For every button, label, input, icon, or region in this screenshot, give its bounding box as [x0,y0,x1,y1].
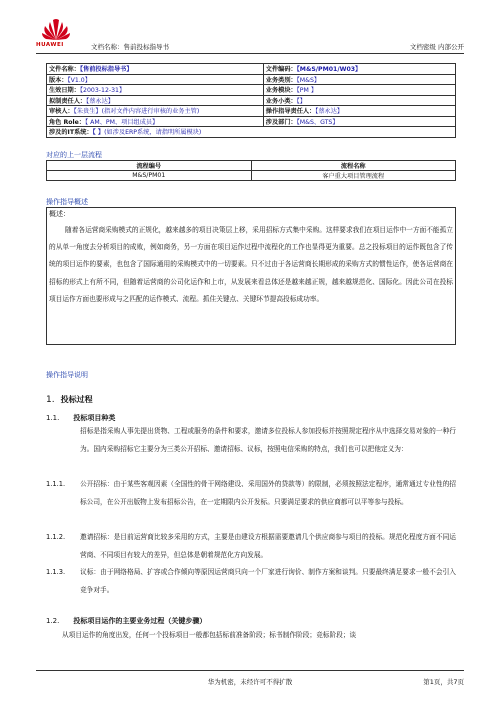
meta-value: 【M&S、GTS】 [296,118,339,126]
heading-number: 1. [46,395,55,405]
meta-label: 文件编码： [265,66,297,74]
paragraph-process: 从项目运作的角度出发，任何一个投标项目一般都包括标前准备阶段；标书制作阶段；竞标阶段；谈 [62,631,357,639]
document-name: 文档名称：售前投标指导书 [91,43,169,51]
meta-row [47,127,456,138]
table-cell: 客户重大项目管理流程 [251,171,456,181]
item-number: 1.1.3. [46,568,66,576]
meta-label: 拟制责任人： [49,97,87,105]
item-text: 公开招标：由于某些客观因素（全国性的骨干网络建设、采用国外的贷款等）的限制，必须按照法定程序，通常通过专业性的招标公司，在公开出版物上发布招标公告，在一定期限内公开发标。只要满足要求的供应商都可以平等参与投标。 [80,480,456,506]
heading-text: 投标项目运作的主要业务过程（关键步骤） [73,617,207,625]
meta-label: 业务模块： [265,87,297,95]
overview-section-title: 操作指导概述 [46,198,88,206]
meta-label: 操作指导责任人： [265,108,316,116]
meta-value: 【2003-12-31】 [79,87,126,95]
heading-number: 1.2. [46,617,60,625]
meta-row [47,116,456,127]
table-row [47,171,456,181]
meta-value: 【PM 】 [296,87,318,95]
column-header: 流程名称 [251,161,456,171]
item-number: 1.1.2. [46,533,66,541]
item-text: 邀请招标：是目前运营商比较多采用的方式，主要是由建设方根据需要邀请几个供应商参与项目的投标。规范化程度方面不同运营商、不同项目有较大的差异，但总体是朝着规范化方向发展。 [80,533,456,559]
item-number: 1.1.1. [46,480,66,488]
page-number: 第1页，共7页 [423,678,464,686]
meta-label: 涉及的IT系统： [49,129,93,137]
footer-confidential: 华为机密，未经许可不得扩散 [207,678,293,686]
overview-label: 概述： [49,210,70,218]
meta-value: 【售前投标指导书】 [79,66,133,74]
meta-label: 文件名称： [49,66,80,74]
meta-label: 业务小类： [265,97,297,105]
table-header-row [47,161,456,171]
meta-value: 【 AM、PM、项目组成员】 [85,118,159,126]
meta-label: 业务类别： [265,76,297,84]
heading-text: 投标项目种类 [73,414,116,422]
overview-box [46,207,456,345]
page-footer [36,670,464,690]
page-header [36,16,464,54]
document-security: 文档密级 内部公开 [409,43,464,51]
meta-value: 【M&S/PM01/W03】 [296,66,362,74]
meta-row [47,95,456,106]
meta-label: 角色 Role： [49,118,86,126]
meta-row [47,64,456,75]
meta-note: (指对文件内容进行审核的业务主管) [101,108,200,116]
item-text: 议标：由于网络格局、扩容或合作倾向等原因运营商只向一个厂家进行询价、制作方案和谈判。只要最终满足要求一般不会引入竞争对手。 [80,568,456,594]
meta-value: 【M&S】 [296,76,321,84]
meta-value: 【 】 [92,129,105,137]
heading-1 [46,394,93,405]
meta-row [47,85,456,96]
guide-section-title: 操作指导说明 [46,371,88,379]
heading-1-2 [46,616,206,626]
column-header: 流程编号 [47,161,252,171]
meta-label: 审核人： [49,108,74,116]
logo-text: HUAWEI [36,42,64,48]
meta-label: 生效日期： [49,87,80,95]
document-meta-table [46,63,456,138]
meta-value: 【】 [296,97,306,105]
heading-1-1 [46,413,115,423]
meta-value: 【蔡永达】 [86,97,114,105]
overview-text: 随着各运营商采购模式的正规化，越来越多的项目决策层上移，采用招标方式集中采购。这样要求我们在项目运作中一方面不能孤立的从单一角度去分析项目的成败，例如商务，另一方面在项目运作过程中流程化的工作也显得更为重要。总之投标项目的运作既包含了传统的项目运作的要素，也包含了国际通用的采购模式中的一切要素。只不过由于各运营商长期形成的采购方式的惯性运作，使各运营商在招标的形式上有所不同，但随着运营商的公司化运作和上市，从发展来看总体还是越来越正规，越来越规范化、国际化。因此公司在投标项目运作方面也要形成与之匹配的运作模式、流程。抓住关键点、关键环节提高投标成功率。 [49,226,453,303]
meta-label: 涉及部门： [265,118,297,126]
meta-value: 【蔡永达】 [315,108,344,116]
meta-label: 版本： [49,76,68,84]
upper-flow-table [46,160,456,181]
table-cell: M&S/PM01 [47,171,252,181]
heading-number: 1.1. [46,414,60,422]
meta-value: 【朱贵生】 [73,108,102,116]
paragraph-bidding-definition: 招标是指采购人事先提出货物、工程或服务的条件和要求，邀请多位投标人参加投标并按照规定程序从中选择交易对象的一种行为。国内采购招标它主要分为三类公开招标、邀请招标、议标，按照电信采购的特点，我们也可以把他定义为： [80,427,456,453]
meta-value: 【V1.0】 [67,76,91,84]
meta-row [47,106,456,117]
meta-note: (如涉及ERP系统，请指明所属模块) [104,129,202,137]
heading-text: 投标过程 [60,395,93,404]
meta-row [47,74,456,85]
upper-flow-section-title: 对应的上一层流程 [46,151,102,159]
